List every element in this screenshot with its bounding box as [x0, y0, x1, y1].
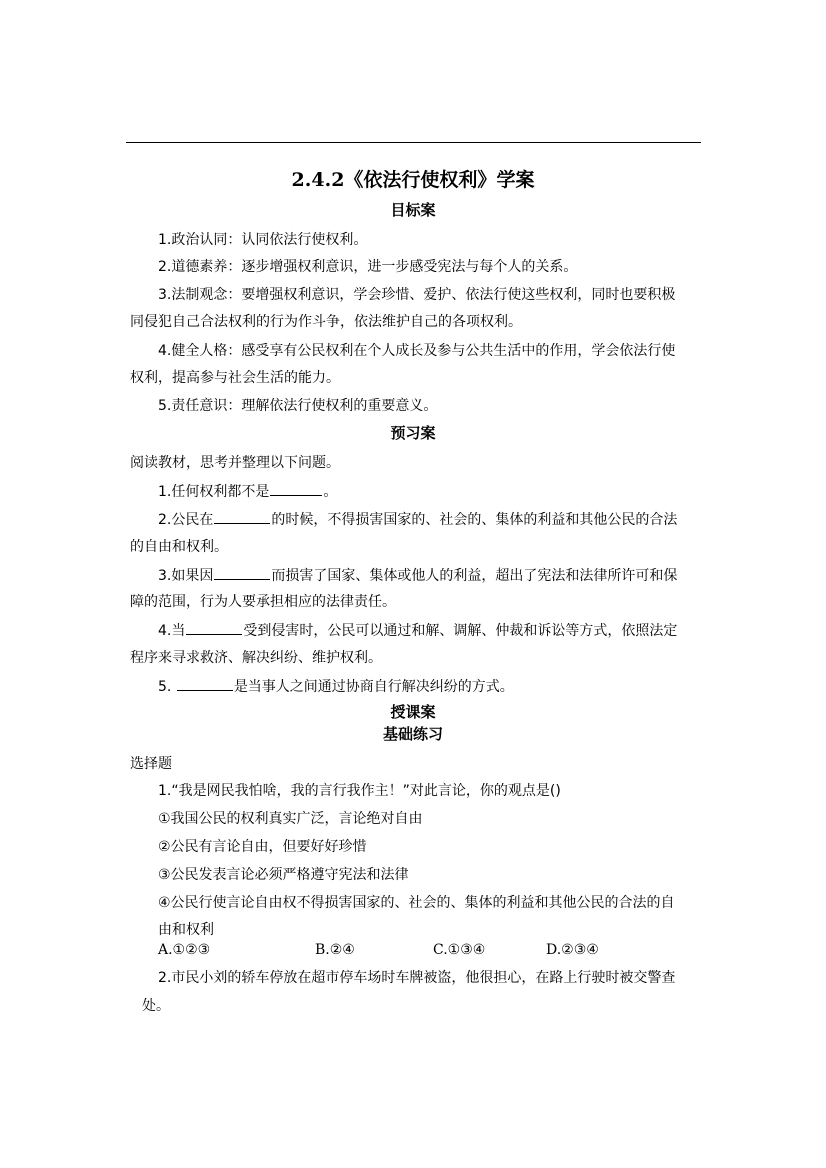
option-d[interactable]: D.②③④ — [546, 942, 599, 958]
header-rule — [126, 142, 701, 143]
question-2-stem: 2.市民小刘的轿车停放在超市停车场时车牌被盗，他很担心，在路上行驶时被交警查 — [158, 970, 676, 986]
goal-item: 4.健全人格：感受享有公民权利在个人成长及参与公共生活中的作用，学会依法行使 — [158, 343, 676, 359]
section-subheading-basic: 基础练习 — [382, 725, 443, 743]
question-1-statement-cont: 由和权利 — [158, 922, 214, 938]
preview-question-1: 1.任何权利都不是 。 — [158, 481, 337, 502]
fill-blank[interactable] — [270, 481, 322, 496]
fill-blank[interactable] — [186, 620, 242, 635]
preview-intro: 阅读教材，思考并整理以下问题。 — [130, 455, 340, 471]
fill-blank[interactable] — [214, 565, 270, 580]
option-c[interactable]: C.①③④ — [433, 942, 486, 958]
option-b[interactable]: B.②④ — [315, 942, 355, 958]
section-heading-lesson: 授课案 — [390, 703, 436, 721]
question-1-statement: ③公民发表言论必须严格遵守宪法和法律 — [158, 867, 409, 883]
goal-item: 1.政治认同：认同依法行使权利。 — [158, 232, 368, 248]
goal-item-cont: 同侵犯自己合法权利的行为作斗争，依法维护自己的各项权利。 — [130, 314, 522, 330]
section-heading-goals: 目标案 — [390, 201, 436, 219]
goal-item: 5.责任意识：理解依法行使权利的重要意义。 — [158, 398, 438, 414]
section-heading-preview: 预习案 — [390, 424, 436, 442]
question-1-statement: ②公民有言论自由，但要好好珍惜 — [158, 839, 367, 855]
goal-item: 3.法制观念：要增强权利意识，学会珍惜、爱护、依法行使这些权利，同时也要积极 — [158, 287, 676, 303]
preview-question-4-cont: 程序来寻求救济、解决纠纷、维护权利。 — [130, 650, 382, 666]
goal-item: 2.道德素养：逐步增强权利意识，进一步感受宪法与每个人的关系。 — [158, 259, 578, 275]
question-1-stem: 1.“我是网民我怕啥，我的言行我作主！”对此言论，你的观点是() — [158, 783, 561, 799]
page-title: 2.4.2《依法行使权利》学案 — [291, 169, 535, 191]
goal-item-cont: 权利，提高参与社会生活的能力。 — [130, 370, 340, 386]
option-a[interactable]: A.①②③ — [158, 942, 211, 958]
preview-question-2-cont: 的自由和权利。 — [130, 539, 228, 555]
fill-blank[interactable] — [214, 509, 270, 524]
preview-question-3-cont: 障的范围，行为人要承担相应的法律责任。 — [130, 594, 396, 610]
preview-question-2: 2.公民在 的时候，不得损害国家的、社会的、集体的利益和其他公民的合法 — [158, 509, 677, 530]
question-1-statement: ④公民行使言论自由权不得损害国家的、社会的、集体的利益和其他公民的合法的自 — [158, 895, 675, 911]
preview-question-4: 4.当 受到侵害时，公民可以通过和解、调解、仲裁和诉讼等方式，依照法定 — [158, 620, 677, 641]
question-1-statement: ①我国公民的权利真实广泛，言论绝对自由 — [158, 811, 423, 827]
question-type-label: 选择题 — [130, 756, 172, 772]
preview-question-3: 3.如果因 而损害了国家、集体或他人的利益，超出了宪法和法律所许可和保 — [158, 565, 677, 586]
fill-blank[interactable] — [177, 676, 233, 691]
question-2-stem-cont: 处。 — [142, 998, 170, 1014]
preview-question-5: 5. 是当事人之间通过协商自行解决纠纷的方式。 — [158, 676, 514, 697]
